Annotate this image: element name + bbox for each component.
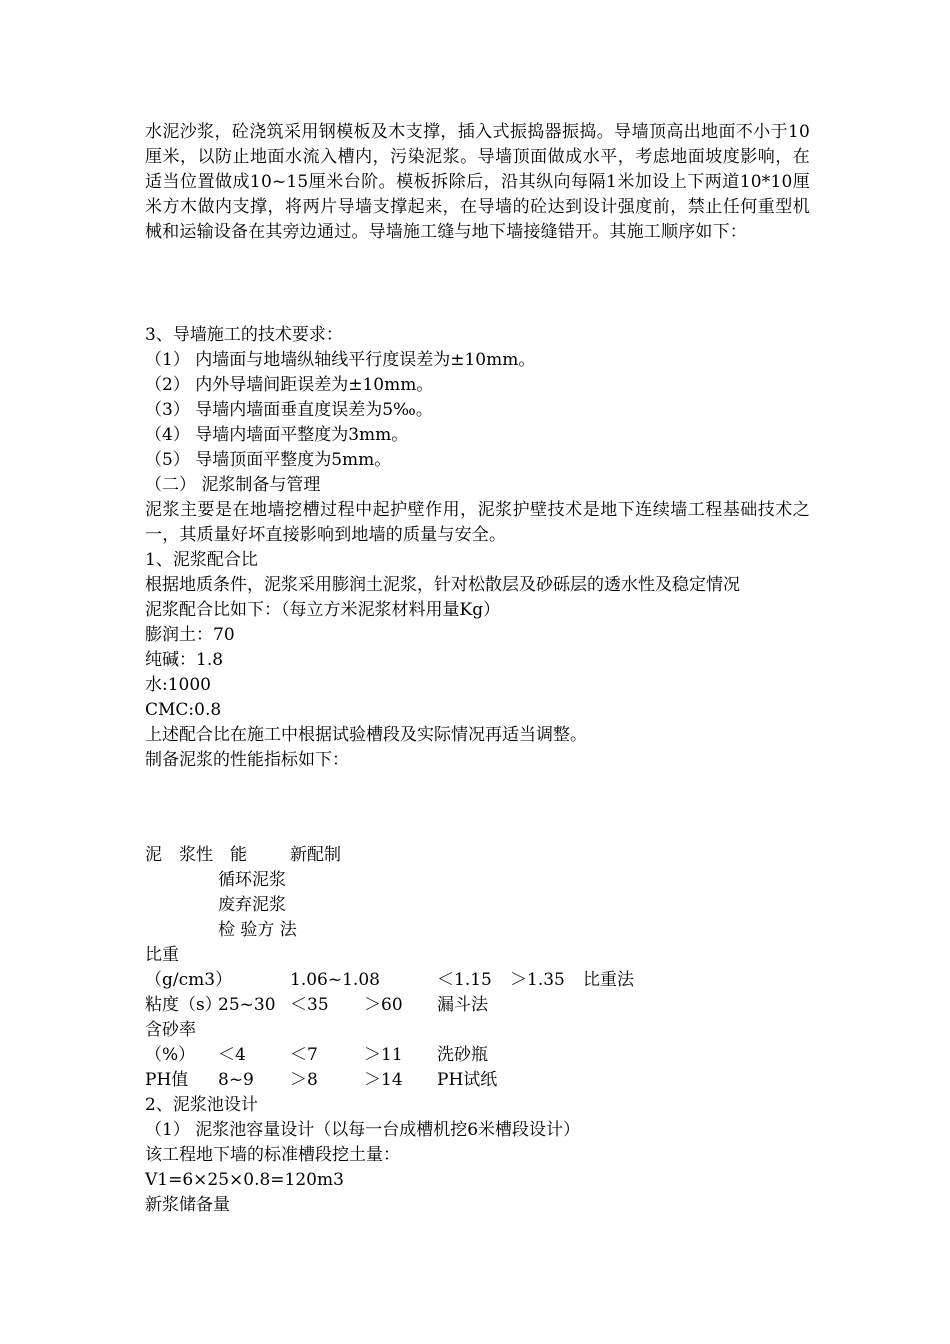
- table-cell-waste: ＞11: [364, 1045, 403, 1065]
- pool-text: 该工程地下墙的标准槽段挖土量：: [145, 1145, 400, 1165]
- mix-bentonite: 膨润土：70: [145, 625, 235, 645]
- section3-item-5: （5） 导墙顶面平整度为5mm。: [145, 450, 392, 470]
- table-row: [145, 943, 810, 968]
- mix-soda: 纯碱：1.8: [145, 650, 224, 670]
- table-header-waste: 废弃泥浆: [218, 895, 286, 915]
- table-header-performance: 泥 浆性 能: [145, 845, 247, 865]
- table-cell-cycle: ＜1.15: [437, 970, 492, 990]
- pool-storage: 新浆储备量: [145, 1195, 230, 1215]
- table-cell-label: 粘度（s）: [145, 995, 222, 1015]
- table-row: [145, 1018, 810, 1043]
- table-header-row: [145, 918, 810, 943]
- table-cell-cycle: ＜7: [290, 1045, 318, 1065]
- table-cell-new: ＜4: [218, 1045, 246, 1065]
- pool-sub: （1） 泥浆池容量设计（以每一台成槽机挖6米槽段设计）: [145, 1120, 581, 1140]
- mix-perf-intro: 制备泥浆的性能指标如下：: [145, 750, 349, 770]
- table-cell-waste: ＞1.35: [510, 970, 565, 990]
- section3-item-3: （3） 导墙内墙面垂直度误差为5‰。: [145, 400, 433, 420]
- mix-cmc: CMC:0.8: [145, 700, 222, 720]
- table-cell-method: PH试纸: [437, 1070, 498, 1090]
- table-cell-cycle: ＞8: [290, 1070, 318, 1090]
- mix-line-1: 根据地质条件，泥浆采用膨润土泥浆，针对松散层及砂砾层的透水性及稳定情况: [145, 575, 740, 595]
- table-cell-new: 8~9: [218, 1070, 254, 1090]
- table-header-row: [145, 868, 810, 893]
- table-cell-new: 1.06~1.08: [290, 970, 380, 990]
- table-row: [145, 1043, 810, 1068]
- table-cell-new: 25~30: [218, 995, 276, 1015]
- table-cell-unit: （g/cm3）: [145, 970, 233, 990]
- table-cell-waste: ＞14: [364, 1070, 403, 1090]
- pool-formula: V1=6×25×0.8=120m3: [145, 1170, 344, 1190]
- mix-title: 1、泥浆配合比: [145, 550, 258, 570]
- table-header-cycle: 循环泥浆: [218, 870, 286, 890]
- section3-item-1: （1） 内墙面与地墙纵轴线平行度误差为±10mm。: [145, 350, 536, 370]
- table-row: [145, 968, 810, 993]
- document-page: [145, 120, 810, 1218]
- blank-space: [145, 245, 810, 323]
- table-header-new: 新配制: [290, 845, 341, 865]
- table-cell-label: 比重: [145, 945, 179, 965]
- table-row: [145, 1068, 810, 1093]
- table-cell-label: PH值: [145, 1070, 189, 1090]
- intro-paragraph: 水泥沙浆，砼浇筑采用钢模板及木支撑，插入式振捣器振捣。导墙顶高出地面不小于10厘米，以防止地面水流入槽内，污染泥浆。导墙顶面做成水平，考虑地面坡度影响，在适当位置做成10~15厘米台阶。模板拆除后，沿其纵向每隔1米加设上下两道10*10厘米方木做内支撑，将两片导墙支撑起来，在导墙的砼达到设计强度前，禁止任何重型机械和运输设备在其旁边通过。导墙施工缝与地下墙接缝错开。其施工顺序如下：: [145, 122, 810, 242]
- section3-title: 3、导墙施工的技术要求：: [145, 325, 343, 345]
- pool-title: 2、泥浆池设计: [145, 1095, 258, 1115]
- section3-item-4: （4） 导墙内墙面平整度为3mm。: [145, 425, 409, 445]
- table-cell-label: 含砂率: [145, 1020, 196, 1040]
- table-header-row: [145, 843, 810, 868]
- blank-space: [145, 773, 810, 843]
- table-header-row: [145, 893, 810, 918]
- section-two-title: （二） 泥浆制备与管理: [145, 475, 321, 495]
- mix-water: 水:1000: [145, 675, 211, 695]
- table-cell-method: 洗砂瓶: [437, 1045, 488, 1065]
- table-cell-cycle: ＜35: [290, 995, 329, 1015]
- table-header-method: 检 验方 法: [218, 920, 297, 940]
- table-row: [145, 993, 810, 1018]
- mix-line-2: 泥浆配合比如下：（每立方米泥浆材料用量Kg）: [145, 600, 501, 620]
- table-cell-unit: （%）: [145, 1045, 196, 1065]
- section3-item-2: （2） 内外导墙间距误差为±10mm。: [145, 375, 434, 395]
- table-cell-waste: ＞60: [364, 995, 403, 1015]
- mix-note: 上述配合比在施工中根据试验槽段及实际情况再适当调整。: [145, 725, 587, 745]
- table-cell-method: 漏斗法: [437, 995, 488, 1015]
- table-cell-method: 比重法: [583, 970, 634, 990]
- section-two-text: 泥浆主要是在地墙挖槽过程中起护壁作用，泥浆护壁技术是地下连续墙工程基础技术之一，其质量好坏直接影响到地墙的质量与安全。: [145, 500, 810, 545]
